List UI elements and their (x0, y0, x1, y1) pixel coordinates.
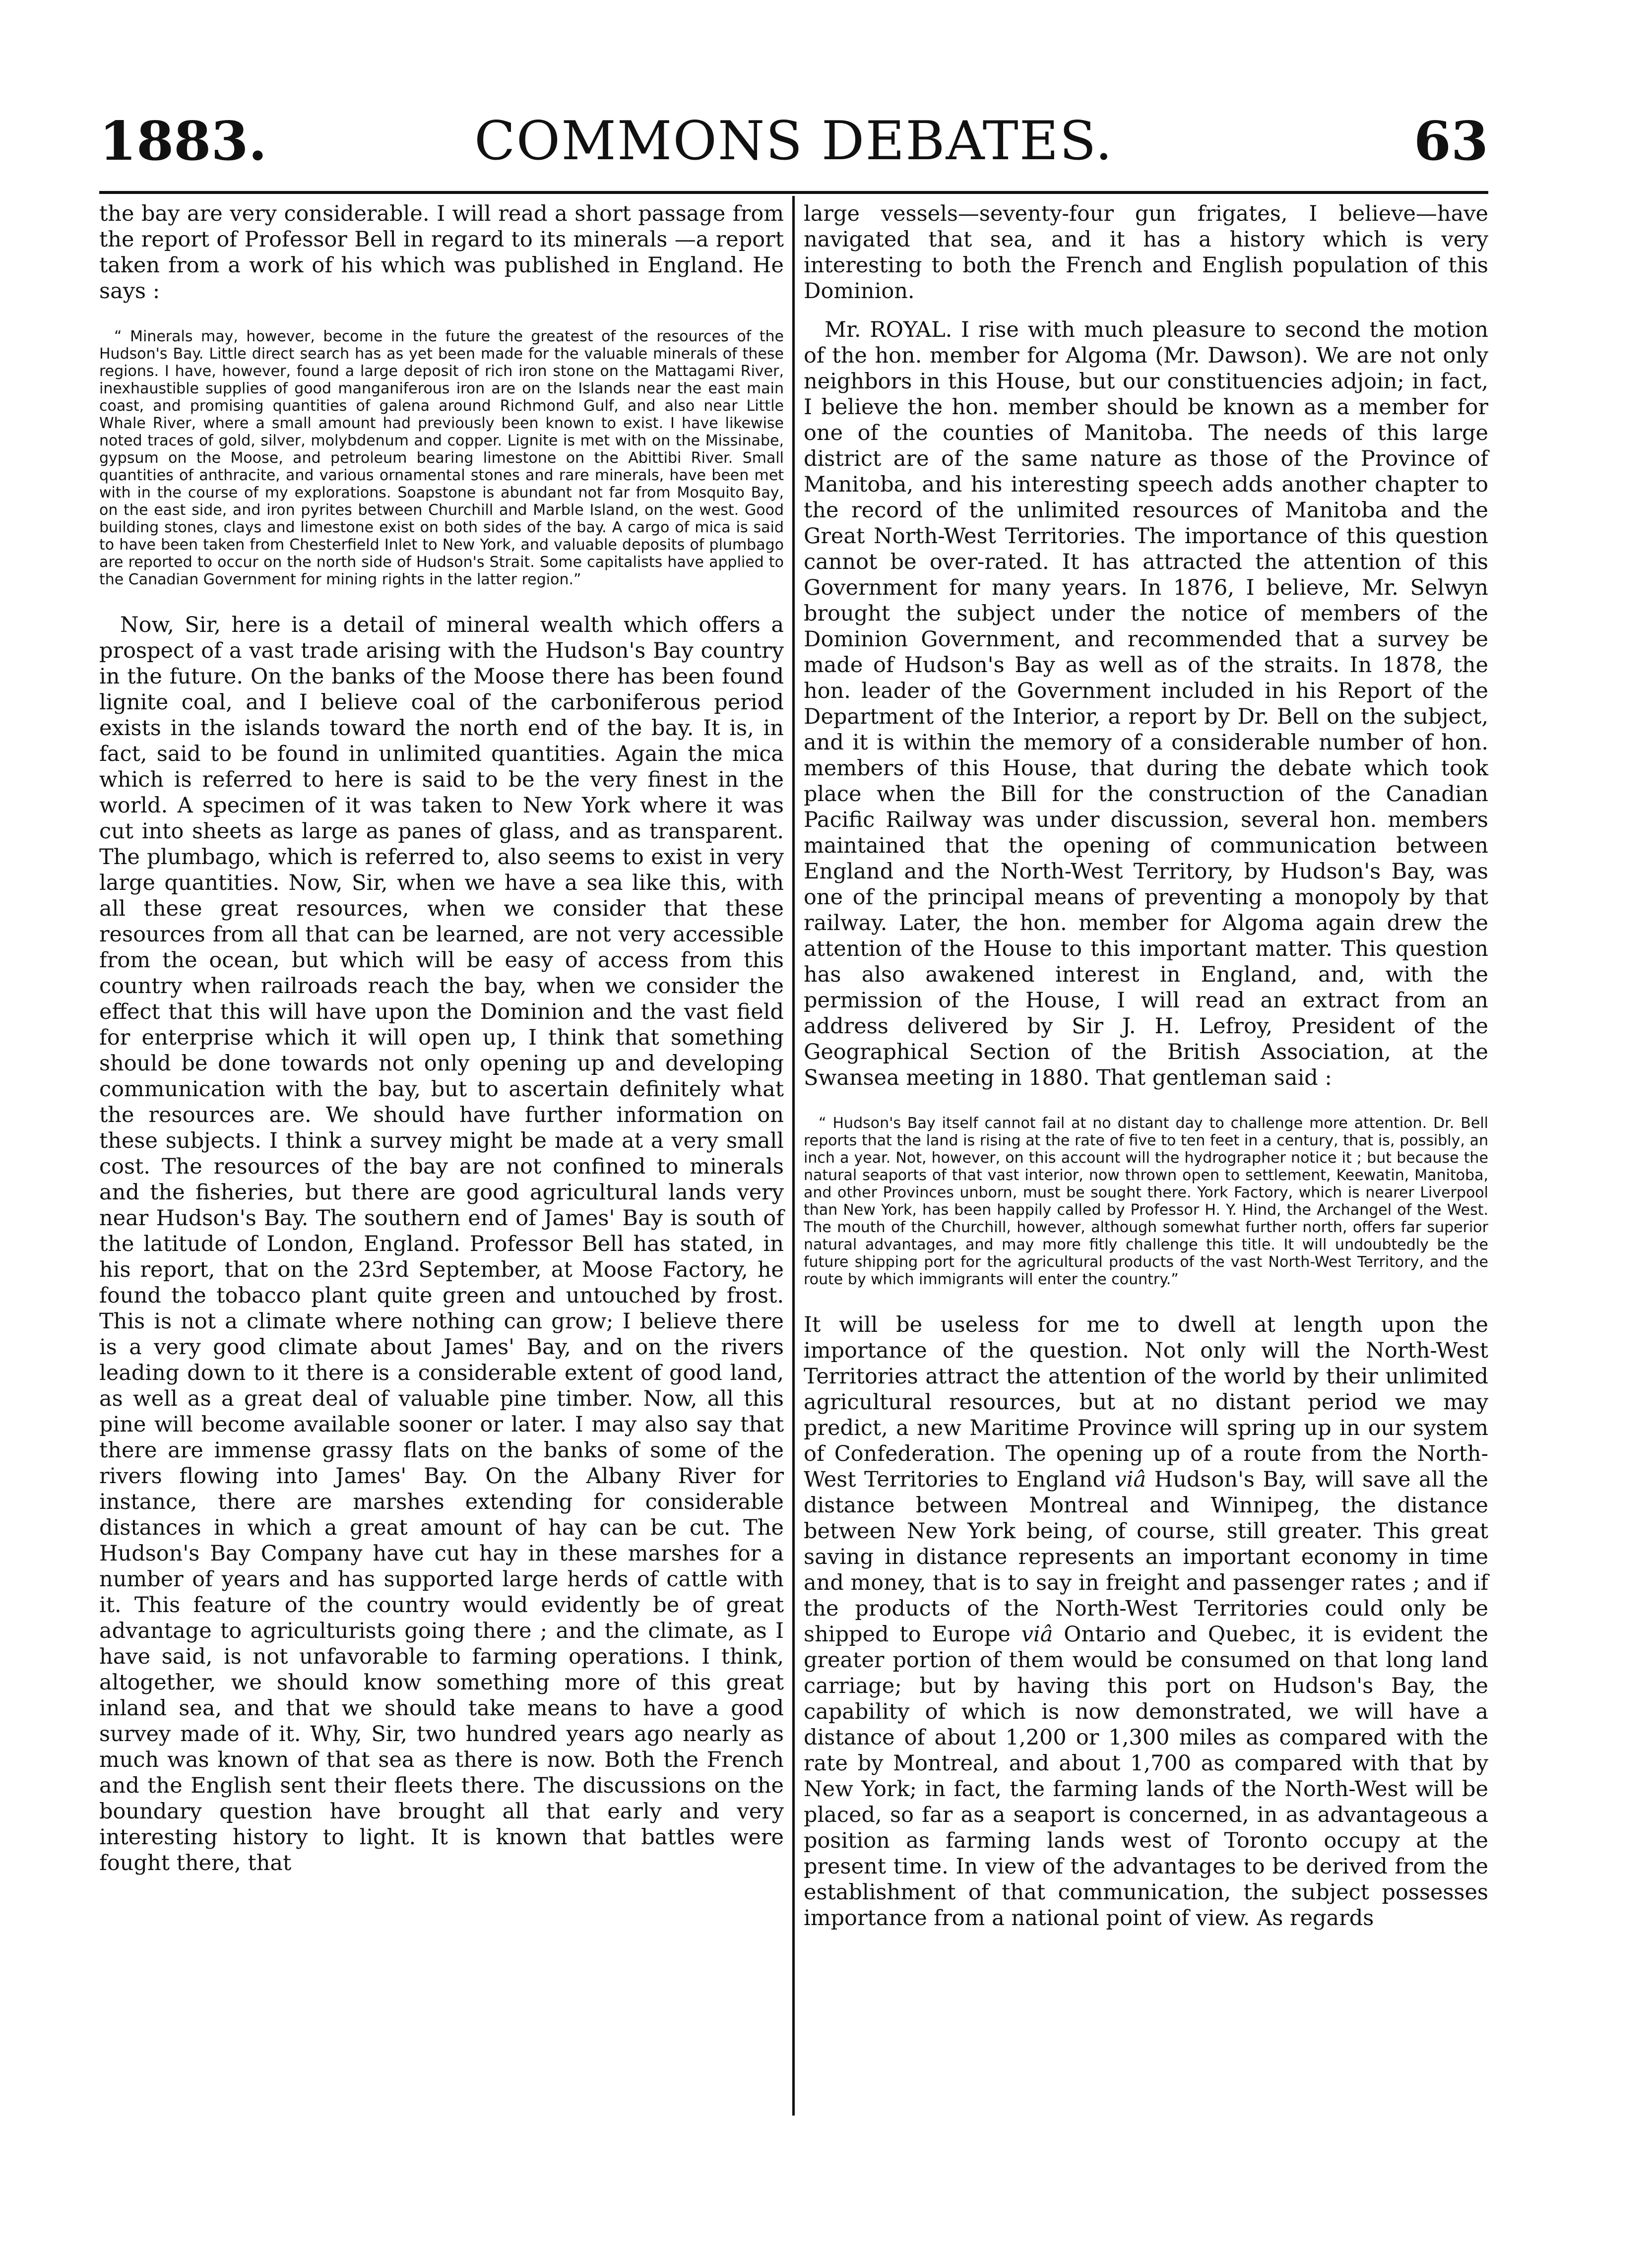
page-number: 63 (1413, 110, 1488, 173)
left-quote-bell: “ Minerals may, however, become in the future the greatest of the resources of the Hudson's Bay. Little direct search has as yet been made for the valuable minerals of these regions. I have, however, found a large deposit of rich iron stone on the Mattagami River, inexhaustible supplies of good manganiferous iron are on the Islands near the east main coast, and promising quantities of galena around Richmond Gulf, and also near Little Whale River, where a small amount had previously been known to exist. I have likewise noted traces of gold, silver, molybdenum and copper. Lignite is met with on the Missinabe, gypsum on the Moose, and petroleum bearing limestone on the Abittibi River. Small quantities of anthracite, and various ornamental stones and rare minerals, have been met with in the course of my explorations. Soapstone is abundant not far from Mosquito Bay, on the east side, and iron pyrites between Churchill and Marble Island, on the west. Good building stones, clays and limestone exist on both sides of the bay. A cargo of mica is said to have been taken from Chesterfield Inlet to New York, and valuable deposits of plumbago are reported to occur on the north side of Hudson's Strait. Some capitalists have applied to the Canadian Government for mining rights in the latter region.” (99, 328, 784, 588)
header-rule (99, 191, 1488, 194)
right-quote-lefroy: “ Hudson's Bay itself cannot fail at no distant day to challenge more attention. Dr. Bell reports that the land is rising at the rate of five to ten feet in a century, that is, possibly, an inch a year. Not, however, on this account will the hydrographer notice it ; but because the natural seaports of that vast interior, now thrown open to settlement, Keewatin, Manitoba, and other Provinces unborn, must be sought there. York Factory, which is nearer Liverpool than New York, has been happily called by Professor H. Y. Hind, the Archangel of the West. The mouth of the Churchill, however, although somewhat further north, offers far superior natural advantages, and may more fitly challenge this title. It will undoubtedly be the future shipping port for the agricultural products of the vast North-West Territory, and the route by which immigrants will enter the country.” (804, 1115, 1488, 1288)
right-paragraph-1: large vessels—seventy-four gun frigates, I believe—have navigated that sea, and it has a history which is very interesting to both the French and English population of this Dominion. (804, 201, 1488, 304)
right-paragraph-3 (804, 1312, 1488, 1931)
right-paragraph-royal (804, 317, 1488, 1091)
column-divider (792, 196, 795, 2116)
header-title: COMMONS DEBATES. (474, 110, 1113, 172)
left-column (99, 201, 784, 1876)
via-word-2: viâ (1021, 1622, 1053, 1647)
header-year: 1883. (99, 110, 267, 173)
paragraph-3-part-a: It will be useless for me to dwell at length upon the importance of the question. Not only will the North-West Territories attract the attention of the world by their unlimited agricultural resources, but at no distant period we may predict, a new Maritime Province will spring up in our system of Confederation. The opening up of a route from the North-West Territories to England (804, 1312, 1488, 1492)
right-column (804, 201, 1488, 1931)
paragraph-3-part-c: Ontario and Quebec, it is evident the greater portion of them would be consumed on that long land carriage; but by having this port on Hudson's Bay, the capability of which is now demonstrated, we will have a distance of about 1,200 or 1,300 miles as compared with the rate by Montreal, and about 1,700 as compared with that by New York; in fact, the farming lands of the North-West will be placed, so far as a seaport is concerned, in as advantageous a position as farming lands west of Toronto occupy at the present time. In view of the advantages to be derived from the establishment of that communication, the subject possesses importance from a national point of view. As regards (804, 1622, 1488, 1931)
left-paragraph-1: the bay are very considerable. I will read a short passage from the report of Professor Bell in regard to its minerals —a report taken from a work of his which was published in England. He says : (99, 201, 784, 304)
via-word-1: viâ (1114, 1467, 1146, 1492)
page-header (99, 107, 1488, 176)
speaker-name: Mr. ROYAL. (825, 317, 953, 342)
left-paragraph-2: Now, Sir, here is a detail of mineral wealth which offers a prospect of a vast trade arising with the Hudson's Bay country in the future. On the banks of the Moose there has been found lignite coal, and I believe coal of the carboniferous period exists in the islands toward the north end of the bay. It is, in fact, said to be found in unlimited quantities. Again the mica which is referred to here is said to be the very finest in the world. A specimen of it was taken to New York where it was cut into sheets as large as panes of glass, and as transparent. The plumbago, which is referred to, also seems to exist in very large quantities. Now, Sir, when we have a sea like this, with all these great resources, when we consider that these resources from all that can be learned, are not very accessible from the ocean, but which will be easy of access from this country when railroads reach the bay, when we consider the effect that this will have upon the Dominion and the vast field for enterprise which it will open up, I think that something should be done towards not only opening up and developing communication with the bay, but to ascertain definitely what the resources are. We should have further information on these subjects. I think a survey might be made at a very small cost. The resources of the bay are not confined to minerals and the fisheries, but there are good agricultural lands very near Hudson's Bay. The southern end of James' Bay is south of the latitude of London, England. Professor Bell has stated, in his report, that on the 23rd September, at Moose Factory, he found the tobacco plant quite green and untouched by frost. This is not a climate where nothing can grow; I believe there is a very good climate about James' Bay, and on the rivers leading down to it there is a considerable extent of good land, as well as a great deal of valuable pine timber. Now, all this pine will become available sooner or later. I may also say that there are immense grassy flats on the banks of some of the rivers flowing into James' Bay. On the Albany River for instance, there are marshes extending for considerable distances in which a great amount of hay can be cut. The Hudson's Bay Company have cut hay in these marshes for a number of years and has supported large herds of cattle with it. This feature of the country would evidently be of great advantage to agriculturists going there ; and the climate, as I have said, is not unfavorable to farming operations. I think, altogether, we should know something more of this great inland sea, and that we should take means to have a good survey made of it. Why, Sir, two hundred years ago nearly as much was known of that sea as there is now. Both the French and the English sent their fleets there. The discussions on the boundary question have brought all that early and very interesting history to light. It is known that battles were fought there, that (99, 613, 784, 1875)
royal-speech: I rise with much pleasure to second the motion of the hon. member for Algoma (Mr. Dawson). We are not only neighbors in this House, but our constituencies adjoin; in fact, I believe the hon. member should be known as a member for one of the counties of Manitoba. The needs of this large district are of the same nature as those of the Province of Manitoba, and his interesting speech adds another chapter to the record of the unlimited resources of Manitoba and the Great North-West Territories. The importance of this question cannot be over-rated. It has attracted the attention of this Government for many years. In 1876, I believe, Mr. Selwyn brought the subject under the notice of members of the Dominion Government, and recommended that a survey be made of Hudson's Bay as well as of the straits. In 1878, the hon. leader of the Government included in his Report of the Department of the Interior, a report by Dr. Bell on the subject, and it is within the memory of a considerable number of hon. members of this House, that during the debate which took place when the Bill for the construction of the Canadian Pacific Railway was under discussion, several hon. members maintained that the opening of communication between England and the North-West Territory, by Hudson's Bay, was one of the principal means of preventing a monopoly by that railway. Later, the hon. member for Algoma again drew the attention of the House to this important matter. This question has also awakened interest in England, and, with the permission of the House, I will read an extract from an address delivered by Sir J. H. Lefroy, President of the Geographical Section of the British Association, at the Swansea meeting in 1880. That gentleman said : (804, 317, 1488, 1090)
paragraph-3-part-b: Hudson's Bay, will save all the distance between Montreal and Winnipeg, the distance between New York being, of course, still greater. This great saving in distance represents an important economy in time and money, that is to say in freight and passenger rates ; and if the products of the North-West Territories could only be shipped to Europe (804, 1467, 1488, 1647)
